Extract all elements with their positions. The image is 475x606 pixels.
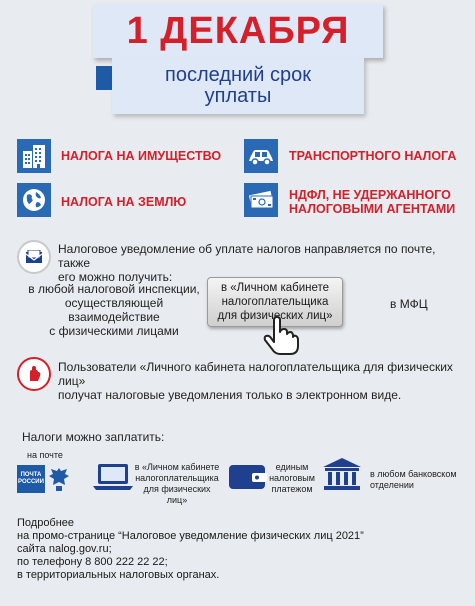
electronic-notice-text: Пользователи «Личного кабинета налогоплательщика для физических лиц» получат налоговые уведомления только в электронном виде. (58, 360, 453, 402)
laptop-icon (92, 462, 134, 492)
building-icon (17, 139, 51, 173)
russian-post-logo: ПОЧТА РОССИИ (17, 465, 45, 493)
car-icon (244, 139, 278, 173)
site-link[interactable]: сайта nalog.gov.ru; (17, 543, 112, 555)
eagle-icon (47, 465, 71, 493)
personal-account-button[interactable]: в «Личном кабинете налогоплательщика для физических лиц» (207, 277, 343, 327)
option-inspection: в любой налоговой инспекции, осуществляющей взаимодействие с физическими лицами (28, 282, 200, 338)
deadline-stripe (96, 66, 112, 90)
globe-icon (17, 183, 51, 217)
deadline-banner (112, 58, 364, 114)
footer-text: Подробнее на промо-странице “Налоговое уведомление физических лиц 2021” сайта nalog.gov.ru; по телефону 8 800 222 22 22; в территориальных налоговых органах. (17, 517, 457, 582)
warning-hand-icon (17, 357, 51, 391)
bank-icon (322, 457, 362, 491)
hand-pointer-icon (262, 316, 300, 361)
envelope-icon (17, 240, 51, 274)
deadline-line1: последний срок (165, 64, 311, 86)
payment-title: Налоги можно заплатить: (22, 430, 165, 444)
pay-lk-label: в «Личном кабинете налогоплательщика для физических лиц» (134, 462, 220, 505)
date-banner (93, 4, 383, 58)
date-title: 1 ДЕКАБРЯ (126, 10, 350, 52)
wallet-icon (228, 461, 268, 491)
tax-land-label: НАЛОГА НА ЗЕМЛЮ (61, 195, 187, 209)
pay-bank-label: в любом банковском отделении (370, 469, 457, 490)
money-icon (244, 183, 278, 217)
tax-property-label: НАЛОГА НА ИМУЩЕСТВО (61, 149, 222, 163)
pay-post-label: на почте (27, 450, 63, 460)
notice-text: Налоговое уведомление об уплате налогов направляется по почте, также его можно получить: (58, 242, 436, 284)
deadline-line2: уплаты (204, 85, 272, 107)
tax-ndfl-label: НДФЛ, НЕ УДЕРЖАННОГО НАЛОГОВЫМИ АГЕНТАМИ (289, 188, 456, 216)
pay-single-label: единым налоговым платежом (269, 462, 315, 494)
option-mfc: в МФЦ (390, 297, 428, 311)
tax-transport-label: ТРАНСПОРТНОГО НАЛОГА (289, 149, 457, 163)
